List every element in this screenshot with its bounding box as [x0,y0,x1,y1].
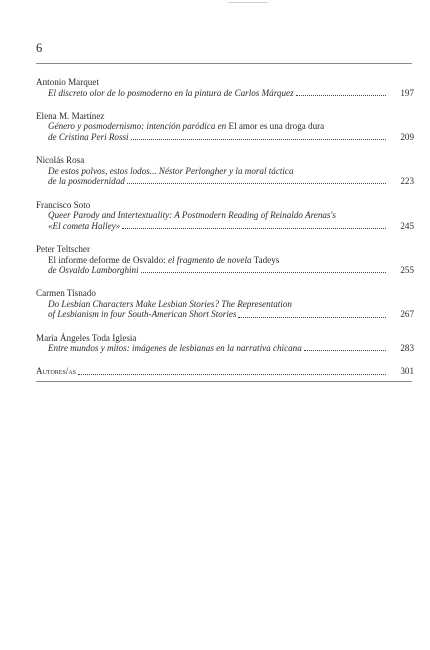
toc-page-number: 255 [400,265,414,276]
toc-title-text [48,265,139,276]
toc-title-line [36,343,414,354]
title-segment: Tadeys [251,254,280,265]
title-segment: El informe deforme de Osvaldo: [48,254,168,265]
title-segment: de Osvaldo Lamborghini [48,265,139,276]
footer-rule [36,381,412,382]
toc-title-line [36,176,414,187]
toc-title-line [36,255,414,266]
toc-title-line [36,210,414,221]
dot-leader [304,350,386,351]
toc-author: Nicolás Rosa [36,155,85,166]
toc-page-number: 283 [400,343,414,354]
toc-entry[interactable] [36,333,414,354]
toc-title-line [36,132,414,143]
toc-author: Carmen Tisnado [36,288,96,299]
toc-title-text [48,221,120,232]
title-segment: Do Lesbian Characters Make Lesbian Stories? The Representation [48,298,292,309]
toc-author: Antonio Marquet [36,77,99,87]
title-segment: El amor es una droga dura [226,121,325,132]
toc-author: María Ángeles Toda Iglesia [36,332,137,343]
toc-title-line [36,166,414,177]
table-of-contents [36,77,414,382]
title-segment: de Cristina Peri Rossi [48,131,129,142]
dot-leader [131,139,386,140]
title-segment: De estos polvos, estos lodos... Néstor Perlongher y la moral táctica [48,165,294,176]
toc-author: Francisco Soto [36,199,91,210]
toc-page-number: 223 [400,176,414,187]
toc-entry[interactable] [36,155,414,187]
toc-page-number: 209 [400,131,414,142]
dot-leader [78,374,386,375]
title-segment: El discreto olor de lo posmoderno en la pintura de Carlos Márquez [48,87,294,98]
toc-title-line [36,221,414,232]
title-segment: Género y posmodernismo: intención paródica en [48,121,227,132]
toc-title-text [48,309,236,320]
toc-title-text [48,343,302,354]
toc-page-number: 245 [400,220,414,231]
toc-author: Elena M. Martínez [36,110,105,121]
toc-entry[interactable] [36,288,414,320]
title-segment: el fragmento de novela [167,254,252,265]
dot-leader [238,317,386,318]
toc-title-text [48,132,129,143]
page-number: 6 [36,41,43,55]
toc-page-number: 197 [400,87,414,98]
toc-page-number: 301 [400,366,414,377]
toc-title-line [36,265,414,276]
toc-author: Peter Teltscher [36,243,90,254]
toc-title-line [36,88,414,99]
title-segment: de la posmodernidad [48,176,125,187]
autores-label: Autores/as [36,366,76,377]
title-segment: of Lesbianism in four South-American Short Stories [48,309,237,320]
toc-title-line [36,299,414,310]
toc-title-text [48,176,125,187]
toc-entry[interactable] [36,77,414,98]
scan-edge-line [228,2,268,3]
toc-entry-autores[interactable] [36,366,414,377]
toc-title-text [48,88,294,99]
dot-leader [141,272,386,273]
toc-entry[interactable] [36,200,414,232]
toc-entry[interactable] [36,244,414,276]
title-segment: Entre mundos y mitos: imágenes de lesbianas en la narrativa chicana [48,343,302,354]
header-rule [36,63,412,64]
dot-leader [296,95,386,96]
dot-leader [127,183,386,184]
title-segment: «El cometa Halley» [48,220,121,231]
toc-page-number: 267 [400,309,414,320]
title-segment: Queer Parody and Intertextuality: A Postmodern Reading of Reinaldo Arenas's [48,210,336,221]
toc-entry[interactable] [36,111,414,143]
toc-title-line [36,309,414,320]
toc-title-line [36,121,414,132]
dot-leader [122,228,386,229]
